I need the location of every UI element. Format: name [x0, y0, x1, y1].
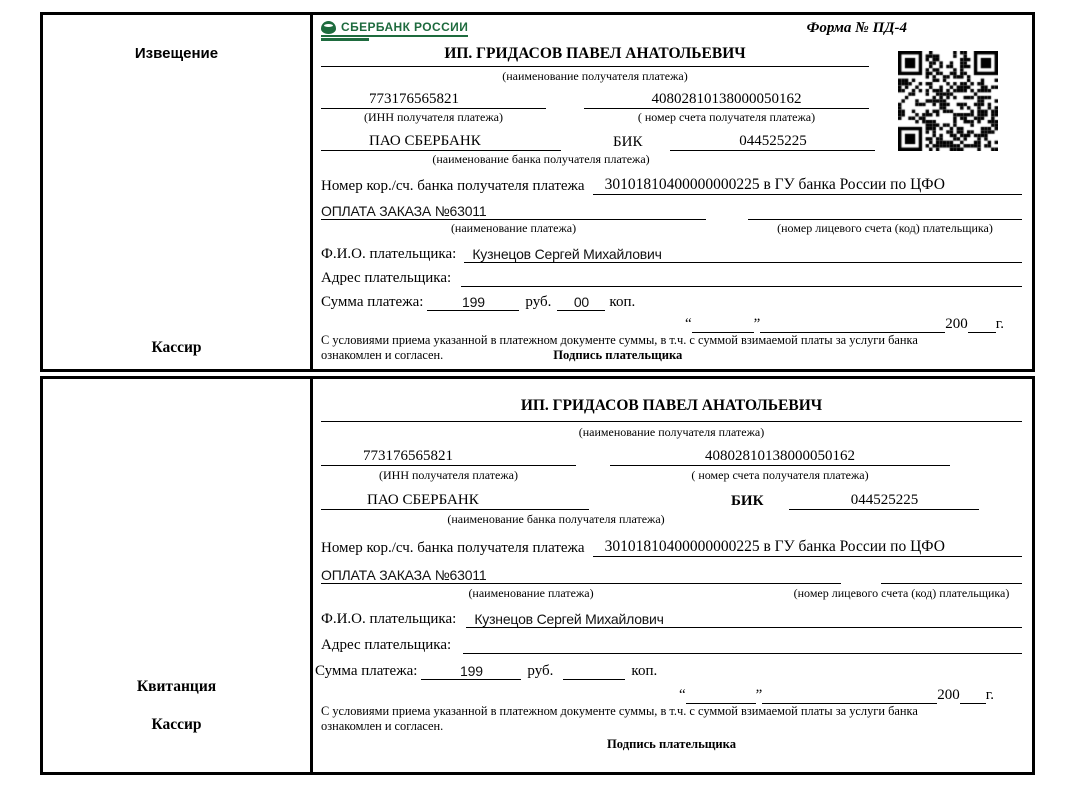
inn-caption: (ИНН получателя платежа) — [364, 109, 503, 124]
rub-label: руб. — [527, 662, 554, 679]
qr-code — [898, 51, 998, 151]
agreement-line2: ознакомлен и согласен. — [321, 348, 444, 363]
corr-account-label: Номер кор./сч. банка получателя платежа — [321, 539, 585, 556]
bik-label: БИК — [731, 493, 764, 510]
kop-label: коп. — [609, 294, 636, 311]
agreement-line2: ознакомлен и согласен. — [321, 719, 444, 734]
payer-name-value: Кузнецов Сергей Михайлович — [464, 246, 1022, 263]
corr-account-value: 30101810400000000225 в ГУ банка России по ЦФО — [593, 176, 1022, 195]
receipt-form — [313, 379, 1032, 772]
sum-rub-value: 199 — [421, 663, 521, 680]
notice-form — [313, 15, 1032, 369]
account-value: 40802810138000050162 — [584, 91, 869, 109]
agreement-line1: С условиями приема указанной в платежном документе суммы, в т.ч. с суммой взимаемой платы за услуги банка — [321, 704, 918, 719]
account-caption: ( номер счета получателя платежа) — [637, 109, 816, 124]
recipient-caption: (наименование получателя платежа) — [502, 68, 688, 83]
cashier-label: Кассир — [151, 339, 202, 356]
receipt-left-column — [43, 379, 313, 772]
payer-address-label: Адрес плательщика: — [321, 636, 452, 653]
payment-caption: (наименование платежа) — [450, 221, 577, 236]
section-title: Квитанция — [136, 678, 217, 695]
payer-address-label: Адрес плательщика: — [321, 270, 452, 287]
bik-label: БИК — [613, 133, 643, 150]
sberbank-logo — [321, 20, 468, 41]
bank-caption: (наименование банка получателя платежа) — [447, 512, 665, 527]
date-quote-close: ” — [755, 687, 763, 704]
section-title: Извещение — [134, 45, 219, 62]
sberbank-logo-subline — [321, 38, 369, 41]
date-quote-open: “ — [684, 316, 692, 333]
cashier-label: Кассир — [151, 716, 202, 733]
notice-left-column — [43, 15, 313, 369]
date-quote-close: ” — [753, 316, 761, 333]
agreement-line1: С условиями приема указанной в платежном документе суммы, в т.ч. с суммой взимаемой платы за услуги банка — [321, 333, 918, 348]
inn-caption: (ИНН получателя платежа) — [379, 467, 518, 482]
payer-name-label: Ф.И.О. плательщика: — [321, 246, 457, 263]
account-value: 40802810138000050162 — [610, 448, 950, 466]
personal-account-caption: (номер лицевого счета (код) плательщика) — [793, 585, 1010, 600]
bank-name: ПАО СБЕРБАНК — [321, 492, 589, 510]
sberbank-logo-text: СБЕРБАНК РОССИИ — [341, 20, 469, 34]
date-year-suffix: г. — [995, 316, 1004, 333]
bik-value: 044525225 — [789, 492, 979, 510]
date-quote-open: “ — [678, 687, 686, 704]
corr-account-label: Номер кор./сч. банка получателя платежа — [321, 178, 585, 195]
bank-caption: (наименование банка получателя платежа) — [432, 151, 650, 166]
payer-name-label: Ф.И.О. плательщика: — [321, 611, 457, 628]
date-year-prefix: 200 — [945, 316, 968, 333]
recipient-name: ИП. ГРИДАСОВ ПАВЕЛ АНАТОЛЬЕВИЧ — [321, 379, 1022, 422]
account-caption: ( номер счета получателя платежа) — [691, 467, 869, 482]
payer-name-value: Кузнецов Сергей Михайлович — [466, 611, 1022, 628]
bank-name: ПАО СБЕРБАНК — [321, 133, 561, 151]
personal-account-blank-line — [881, 583, 1022, 584]
sum-kop-value: 00 — [557, 294, 605, 311]
payer-address-value — [463, 653, 1022, 654]
agreement-text — [321, 333, 1022, 363]
corr-account-value: 30101810400000000225 в ГУ банка России по ЦФО — [593, 538, 1022, 557]
sum-label: Сумма платежа: — [321, 294, 424, 311]
date-year-prefix: 200 — [937, 687, 960, 704]
agreement-text — [321, 704, 1022, 752]
payment-caption: (наименование платежа) — [468, 585, 594, 600]
payer-signature-label: Подпись плательщика — [553, 348, 683, 363]
inn-value: 773176565821 — [321, 91, 546, 109]
form-code: Форма № ПД-4 — [806, 20, 907, 36]
sum-label: Сумма платежа: — [315, 662, 418, 679]
date-year-suffix: г. — [985, 687, 994, 704]
sum-rub-value: 199 — [427, 294, 519, 311]
recipient-name: ИП. ГРИДАСОВ ПАВЕЛ АНАТОЛЬЕВИЧ — [321, 45, 869, 67]
personal-account-caption: (номер лицевого счета (код) плательщика) — [777, 221, 993, 236]
inn-value: 773176565821 — [321, 448, 576, 466]
rub-label: руб. — [525, 294, 552, 311]
sum-kop-value — [563, 679, 625, 680]
payer-signature-label: Подпись плательщика — [606, 737, 737, 752]
receipt-slip — [40, 376, 1035, 775]
personal-account-blank-line — [748, 219, 1022, 220]
payer-address-value — [461, 286, 1022, 287]
bik-value: 044525225 — [670, 133, 875, 151]
payment-purpose: ОПЛАТА ЗАКАЗА №63011 — [321, 567, 841, 584]
sberbank-coin-icon — [321, 21, 336, 34]
payment-purpose: ОПЛАТА ЗАКАЗА №63011 — [321, 203, 706, 220]
recipient-caption: (наименование получателя платежа) — [578, 425, 765, 439]
notice-slip — [40, 12, 1035, 372]
kop-label: коп. — [631, 662, 658, 679]
